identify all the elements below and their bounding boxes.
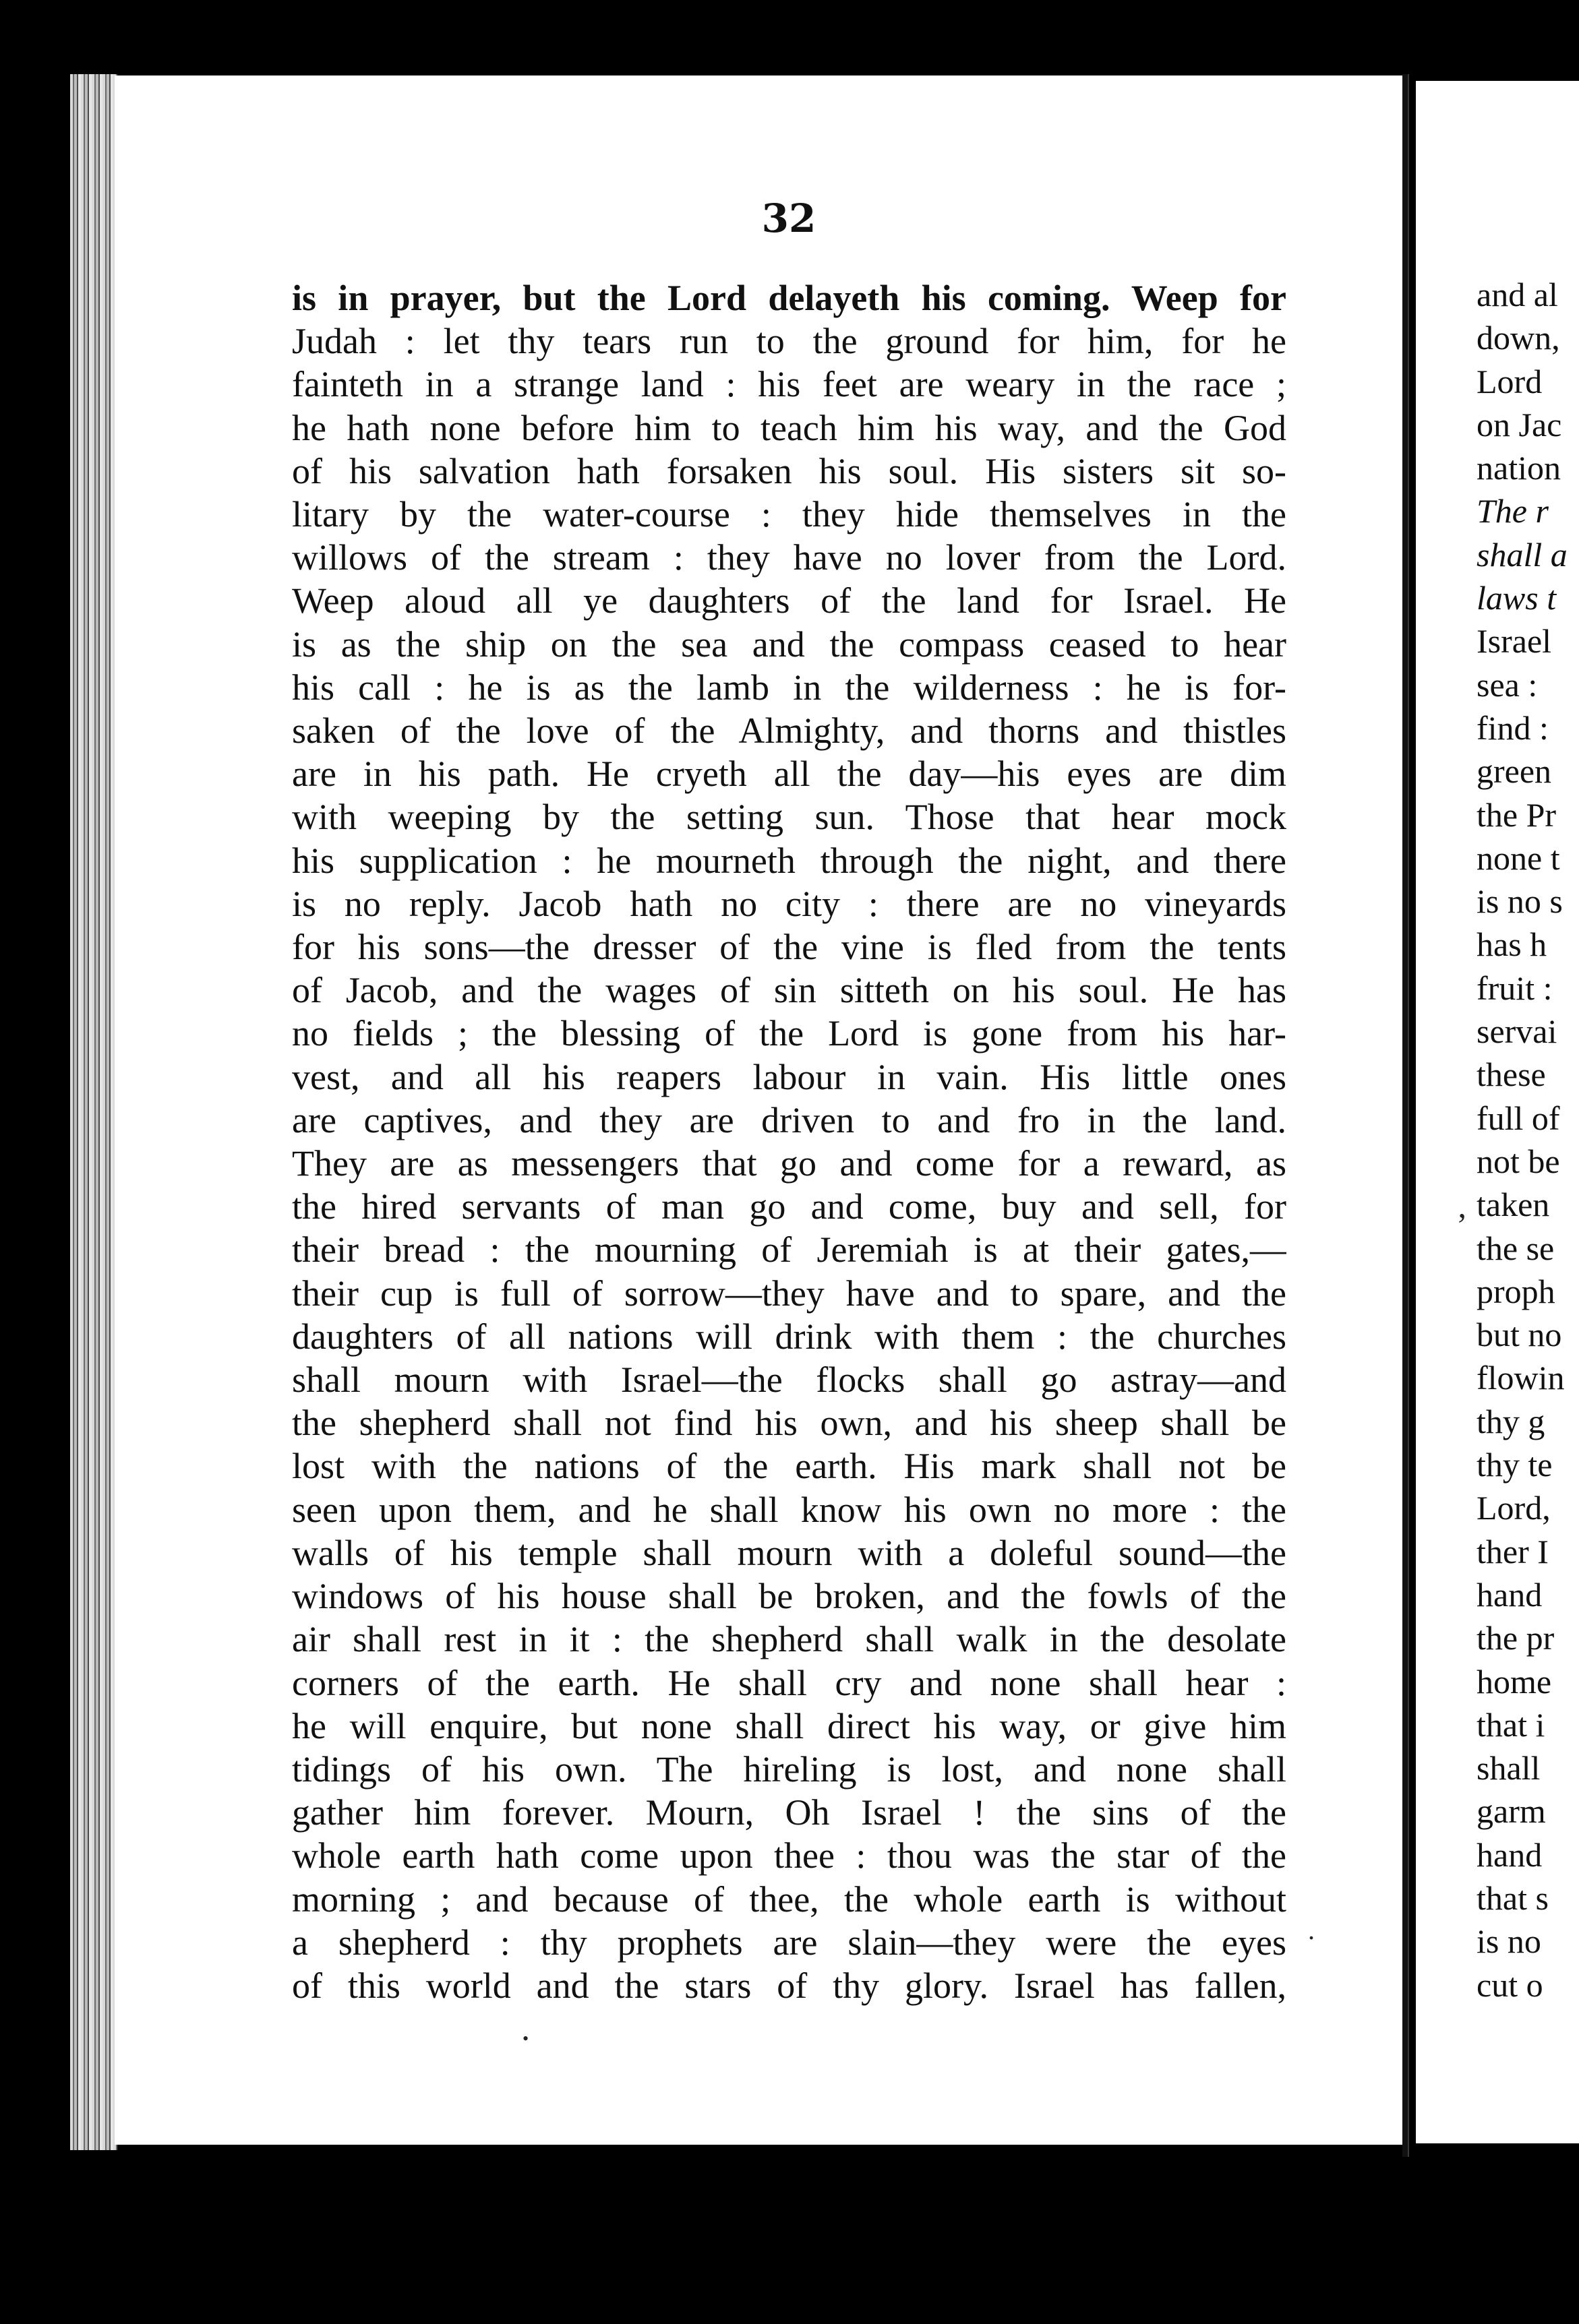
stray-dot-line-end: .: [1308, 1915, 1315, 1945]
text-line: the shepherd shall not find his own, and his sheep shall be: [292, 1403, 1286, 1444]
text-line: Weep aloud all ye daughters of the land for Israel. He: [292, 580, 1286, 621]
text-line-fragment: fruit :: [1477, 969, 1553, 1007]
text-line-fragment: has h: [1477, 925, 1547, 964]
text-line: of his salvation hath forsaken his soul. His sisters sit so-: [292, 450, 1286, 491]
text-line-fragment: shall a: [1477, 535, 1568, 574]
text-line: his call : he is as the lamb in the wilderness : he is for-: [292, 667, 1286, 708]
text-line-fragment: green: [1477, 752, 1552, 791]
text-line: is no reply. Jacob hath no city : there are no vineyards: [292, 883, 1286, 924]
text-line: with weeping by the setting sun. Those that hear mock: [292, 797, 1286, 838]
text-line-fragment: is no s: [1477, 882, 1563, 921]
text-line-fragment: thy g: [1477, 1402, 1545, 1440]
text-line-fragment: none t: [1477, 838, 1560, 877]
text-line-fragment: and al: [1477, 276, 1558, 313]
text-line-fragment: is no: [1477, 1922, 1541, 1961]
stray-dot: •: [523, 2029, 529, 2048]
text-line: vest, and all his reapers labour in vain. His little ones: [292, 1056, 1286, 1097]
text-line-fragment: not be: [1477, 1142, 1560, 1180]
text-line: daughters of all nations will drink with them : the churches: [292, 1316, 1286, 1357]
text-line-fragment: the pr: [1477, 1619, 1555, 1657]
text-line: tidings of his own. The hireling is lost, and none shall: [292, 1748, 1286, 1790]
text-line: Judah : let thy tears run to the ground for him, for he: [292, 321, 1286, 362]
text-line: litary by the water-course : they hide themselves in the: [292, 494, 1286, 535]
text-line: of Jacob, and the wages of sin sitteth on his soul. He has: [292, 970, 1286, 1011]
text-line-fragment: nation: [1477, 449, 1561, 487]
text-line-fragment: Israel: [1477, 622, 1552, 661]
text-line-fragment: that i: [1477, 1705, 1545, 1744]
text-line: gather him forever. Mourn, Oh Israel ! the sins of the: [292, 1792, 1286, 1833]
text-line: corners of the earth. He shall cry and none shall hear :: [292, 1662, 1286, 1703]
text-line: is in prayer, but the Lord delayeth his coming. Weep for: [292, 278, 1286, 318]
text-line-fragment: cut o: [1477, 1965, 1543, 2004]
text-line-fragment: Lord: [1477, 362, 1543, 400]
text-line: They are as messengers that go and come for a reward, as: [292, 1143, 1286, 1184]
book-page-edges: [70, 74, 117, 2150]
text-line-fragment: proph: [1477, 1272, 1555, 1310]
text-line-fragment: The r: [1477, 492, 1549, 530]
text-line-fragment: shall: [1477, 1749, 1541, 1787]
text-line: their cup is full of sorrow—they have and to spare, and the: [292, 1273, 1286, 1314]
text-line-fragment: the se: [1477, 1229, 1555, 1267]
text-line-fragment: but no: [1477, 1316, 1562, 1354]
text-line-fragment: thy te: [1477, 1446, 1553, 1484]
text-line: walls of his temple shall mourn with a doleful sound—the: [292, 1532, 1286, 1573]
text-line-fragment: down,: [1477, 319, 1560, 357]
text-line-fragment: on Jac: [1477, 405, 1562, 444]
text-line-fragment: home: [1477, 1662, 1552, 1701]
text-line-fragment: sea :: [1477, 665, 1538, 704]
text-line: fainteth in a strange land : his feet are weary in the race ;: [292, 364, 1286, 405]
text-line-fragment: that s: [1477, 1878, 1549, 1917]
text-line: willows of the stream : they have no lover from the Lord.: [292, 537, 1286, 578]
text-line-fragment: ther I: [1477, 1532, 1549, 1570]
text-line: he will enquire, but none shall direct his way, or give him: [292, 1705, 1286, 1746]
text-line: their bread : the mourning of Jeremiah is at their gates,—: [292, 1229, 1286, 1271]
text-line: a shepherd : thy prophets are slain—they were the eyes: [292, 1922, 1286, 1963]
text-line-fragment: taken: [1477, 1186, 1550, 1224]
text-line-fragment: laws t: [1477, 579, 1557, 617]
text-line: the hired servants of man go and come, buy and sell, for: [292, 1186, 1286, 1227]
text-line-fragment: hand: [1477, 1575, 1543, 1614]
right-page-cropped-text: [1477, 273, 1579, 2007]
text-line-fragment: Lord,: [1477, 1489, 1551, 1527]
page-number: 32: [761, 195, 816, 241]
text-line: for his sons—the dresser of the vine is fled from the tents: [292, 927, 1286, 968]
margin-mark: ‚: [1456, 1187, 1468, 1225]
text-line: seen upon them, and he shall know his own no more : the: [292, 1489, 1286, 1530]
text-line-fragment: the Pr: [1477, 795, 1557, 834]
text-line: of this world and the stars of thy glory. Israel has fallen,: [292, 1965, 1286, 2006]
text-line: are captives, and they are driven to and fro in the land.: [292, 1099, 1286, 1140]
text-line-fragment: full of: [1477, 1099, 1560, 1137]
text-line-fragment: garm: [1477, 1792, 1546, 1831]
text-line-fragment: flowin: [1477, 1359, 1565, 1397]
text-line: he hath none before him to teach him his way, and the God: [292, 407, 1286, 448]
text-line: lost with the nations of the earth. His mark shall not be: [292, 1446, 1286, 1487]
text-line-fragment: servai: [1477, 1012, 1557, 1051]
text-line: no fields ; the blessing of the Lord is gone from his har-: [292, 1013, 1286, 1054]
text-line: shall mourn with Israel—the flocks shall go astray—and: [292, 1359, 1286, 1401]
text-line: is as the ship on the sea and the compass ceased to hear: [292, 623, 1286, 665]
text-line: saken of the love of the Almighty, and thorns and thistles: [292, 710, 1286, 752]
text-line-fragment: hand: [1477, 1835, 1543, 1874]
text-line: are in his path. He cryeth all the day—his eyes are dim: [292, 754, 1286, 795]
text-line-fragment: these: [1477, 1056, 1546, 1094]
left-page-body-text: [292, 276, 1286, 2007]
text-line-fragment: find :: [1477, 708, 1549, 747]
text-line: windows of his house shall be broken, and the fowls of the: [292, 1576, 1286, 1617]
text-line: his supplication : he mourneth through the night, and there: [292, 840, 1286, 881]
text-line: whole earth hath come upon thee : thou was the star of the: [292, 1835, 1286, 1876]
text-line: air shall rest in it : the shepherd shall walk in the desolate: [292, 1619, 1286, 1660]
text-line: morning ; and because of thee, the whole earth is without: [292, 1878, 1286, 1920]
